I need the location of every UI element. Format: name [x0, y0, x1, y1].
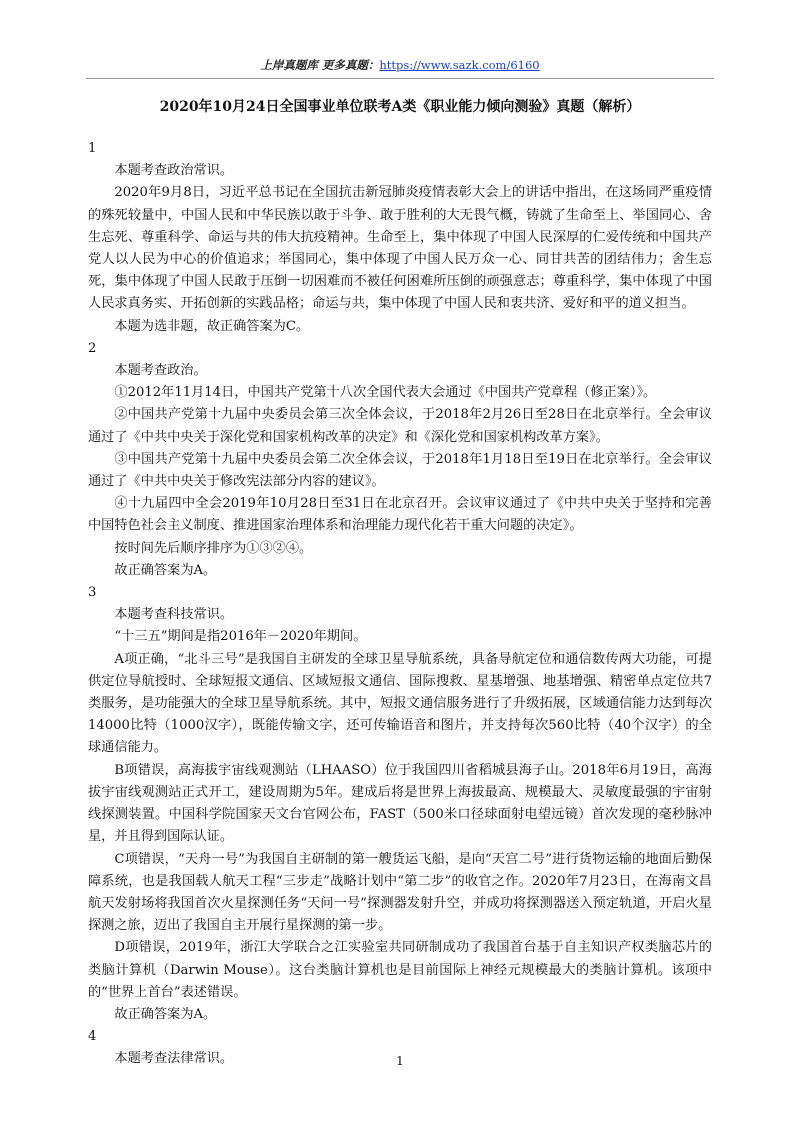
question-number: 3 — [88, 585, 97, 601]
paragraph: A项正确，“北斗三号”是我国自主研发的全球卫星导航系统，具备导航定位和通信数传两大功能，可提供定位导航授时、全球短报文通信、区域短报文通信、国际搜救、星基增强、地基增强、精密单点定位共7类服务，是功能强大的全球卫星导航系统。其中，短报文通信服务进行了升级拓展，区域通信能力达到每次14000比特（1000汉字），既能传输文字，还可传输语音和图片，并支持每次560比特（40个汉字）的全球通信能力。 — [88, 651, 712, 756]
paragraph: ①2012年11月14日，中国共产党第十八次全国代表大会通过《中国共产党章程（修正案）》。 — [114, 385, 657, 401]
paragraph: 按时间先后顺序排序为①③②④。 — [114, 540, 313, 556]
paragraph: 本题为选非题，故正确答案为C。 — [114, 318, 310, 334]
paragraph: 本题考查法律常识。 — [114, 1051, 234, 1067]
header-tag: 上岸真题库 更多真题： — [260, 58, 380, 72]
paragraph: C项错误，“天舟一号”为我国自主研制的第一艘货运飞船，是向“天宫二号”进行货物运输的地面后勤保障系统，也是我国载人航天工程“三步走”战略计划中“第二步”的收官之作。2020年7月23日，在海南文昌航天发射场将我国首次火星探测任务“天问一号”探测器发射升空，并成功将探测器送入预定轨道，开启火星探测之旅，迈出了我国自主开展行星探测的第一步。 — [88, 851, 712, 934]
document-title: 2020年10月24日全国事业单位联考A类《职业能力倾向测验》真题（解析） — [159, 99, 641, 115]
paragraph: 本题考查政治常识。 — [114, 163, 234, 179]
question-number: 2 — [88, 340, 97, 356]
paragraph: B项错误，高海拔宇宙线观测站（LHAASO）位于我国四川省稻城县海子山。2018年6月19日，高海拔宇宙线观测站正式开工，建设周期为5年。建成后将是世界上海拔最高、规模最大、灵敏度最强的宇宙射线探测装置。中国科学院国家天文台官网公布，FAST（500米口径球面射电望远镜）首次发现的毫秒脉冲星，并且得到国际认证。 — [88, 762, 712, 845]
paragraph: D项错误，2019年，浙江大学联合之江实验室共同研制成功了我国首台基于自主知识产权类脑芯片的类脑计算机（Darwin Mouse）。这台类脑计算机也是目前国际上神经元规模最大的类脑计算机。该项中的“世界上首台”表述错误。 — [88, 940, 712, 1000]
paragraph: ③中国共产党第十九届中央委员会第二次全体会议，于2018年1月18日至19日在北京举行。全会审议通过了《中共中央关于修改宪法部分内容的建议》。 — [88, 451, 712, 490]
paragraph: 2020年9月8日，习近平总书记在全国抗击新冠肺炎疫情表彰大会上的讲话中指出，在这场同严重疫情的殊死较量中，中国人民和中华民族以敢于斗争、敢于胜利的大无畏气概，铸就了生命至上、举国同心、舍生忘死、尊重科学、命运与共的伟大抗疫精神。生命至上，集中体现了中国人民深厚的仁爱传统和中国共产党人以人民为中心的价值追求；举国同心，集中体现了中国人民万众一心、同甘共苦的团结伟力；舍生忘死，集中体现了中国人民敢于压倒一切困难而不被任何困难所压倒的顽强意志；尊重科学，集中体现了中国人民求真务实、开拓创新的实践品格；命运与共，集中体现了中国人民和衷共济、爱好和平的道义担当。 — [88, 185, 712, 312]
paragraph: ④十九届四中全会2019年10月28日至31日在北京召开。会议审议通过了《中共中央关于坚持和完善中国特色社会主义制度、推进国家治理体系和治理能力现代化若干重大问题的决定》。 — [88, 496, 712, 534]
question-number: 4 — [88, 1029, 97, 1045]
paragraph: 本题考查政治。 — [114, 363, 207, 379]
page-number: 1 — [396, 1054, 404, 1068]
paragraph: 故正确答案为A。 — [114, 1006, 217, 1022]
paragraph: ②中国共产党第十九届中央委员会第三次全体会议，于2018年2月26日至28日在北京举行。全会审议通过了《中共中央关于深化党和国家机构改革的决定》和《深化党和国家机构改革方案》。 — [88, 407, 712, 445]
paragraph: 本题考查科技常识。 — [114, 607, 234, 623]
question-number: 1 — [88, 141, 97, 156]
header-divider — [86, 78, 714, 79]
document-body — [88, 138, 712, 1071]
header-link[interactable]: https://www.sazk.com/6160 — [379, 58, 540, 72]
paragraph: “十三五”期间是指2016年－2020年期间。 — [114, 629, 367, 645]
page-header — [0, 57, 800, 73]
paragraph: 故正确答案为A。 — [114, 562, 217, 578]
